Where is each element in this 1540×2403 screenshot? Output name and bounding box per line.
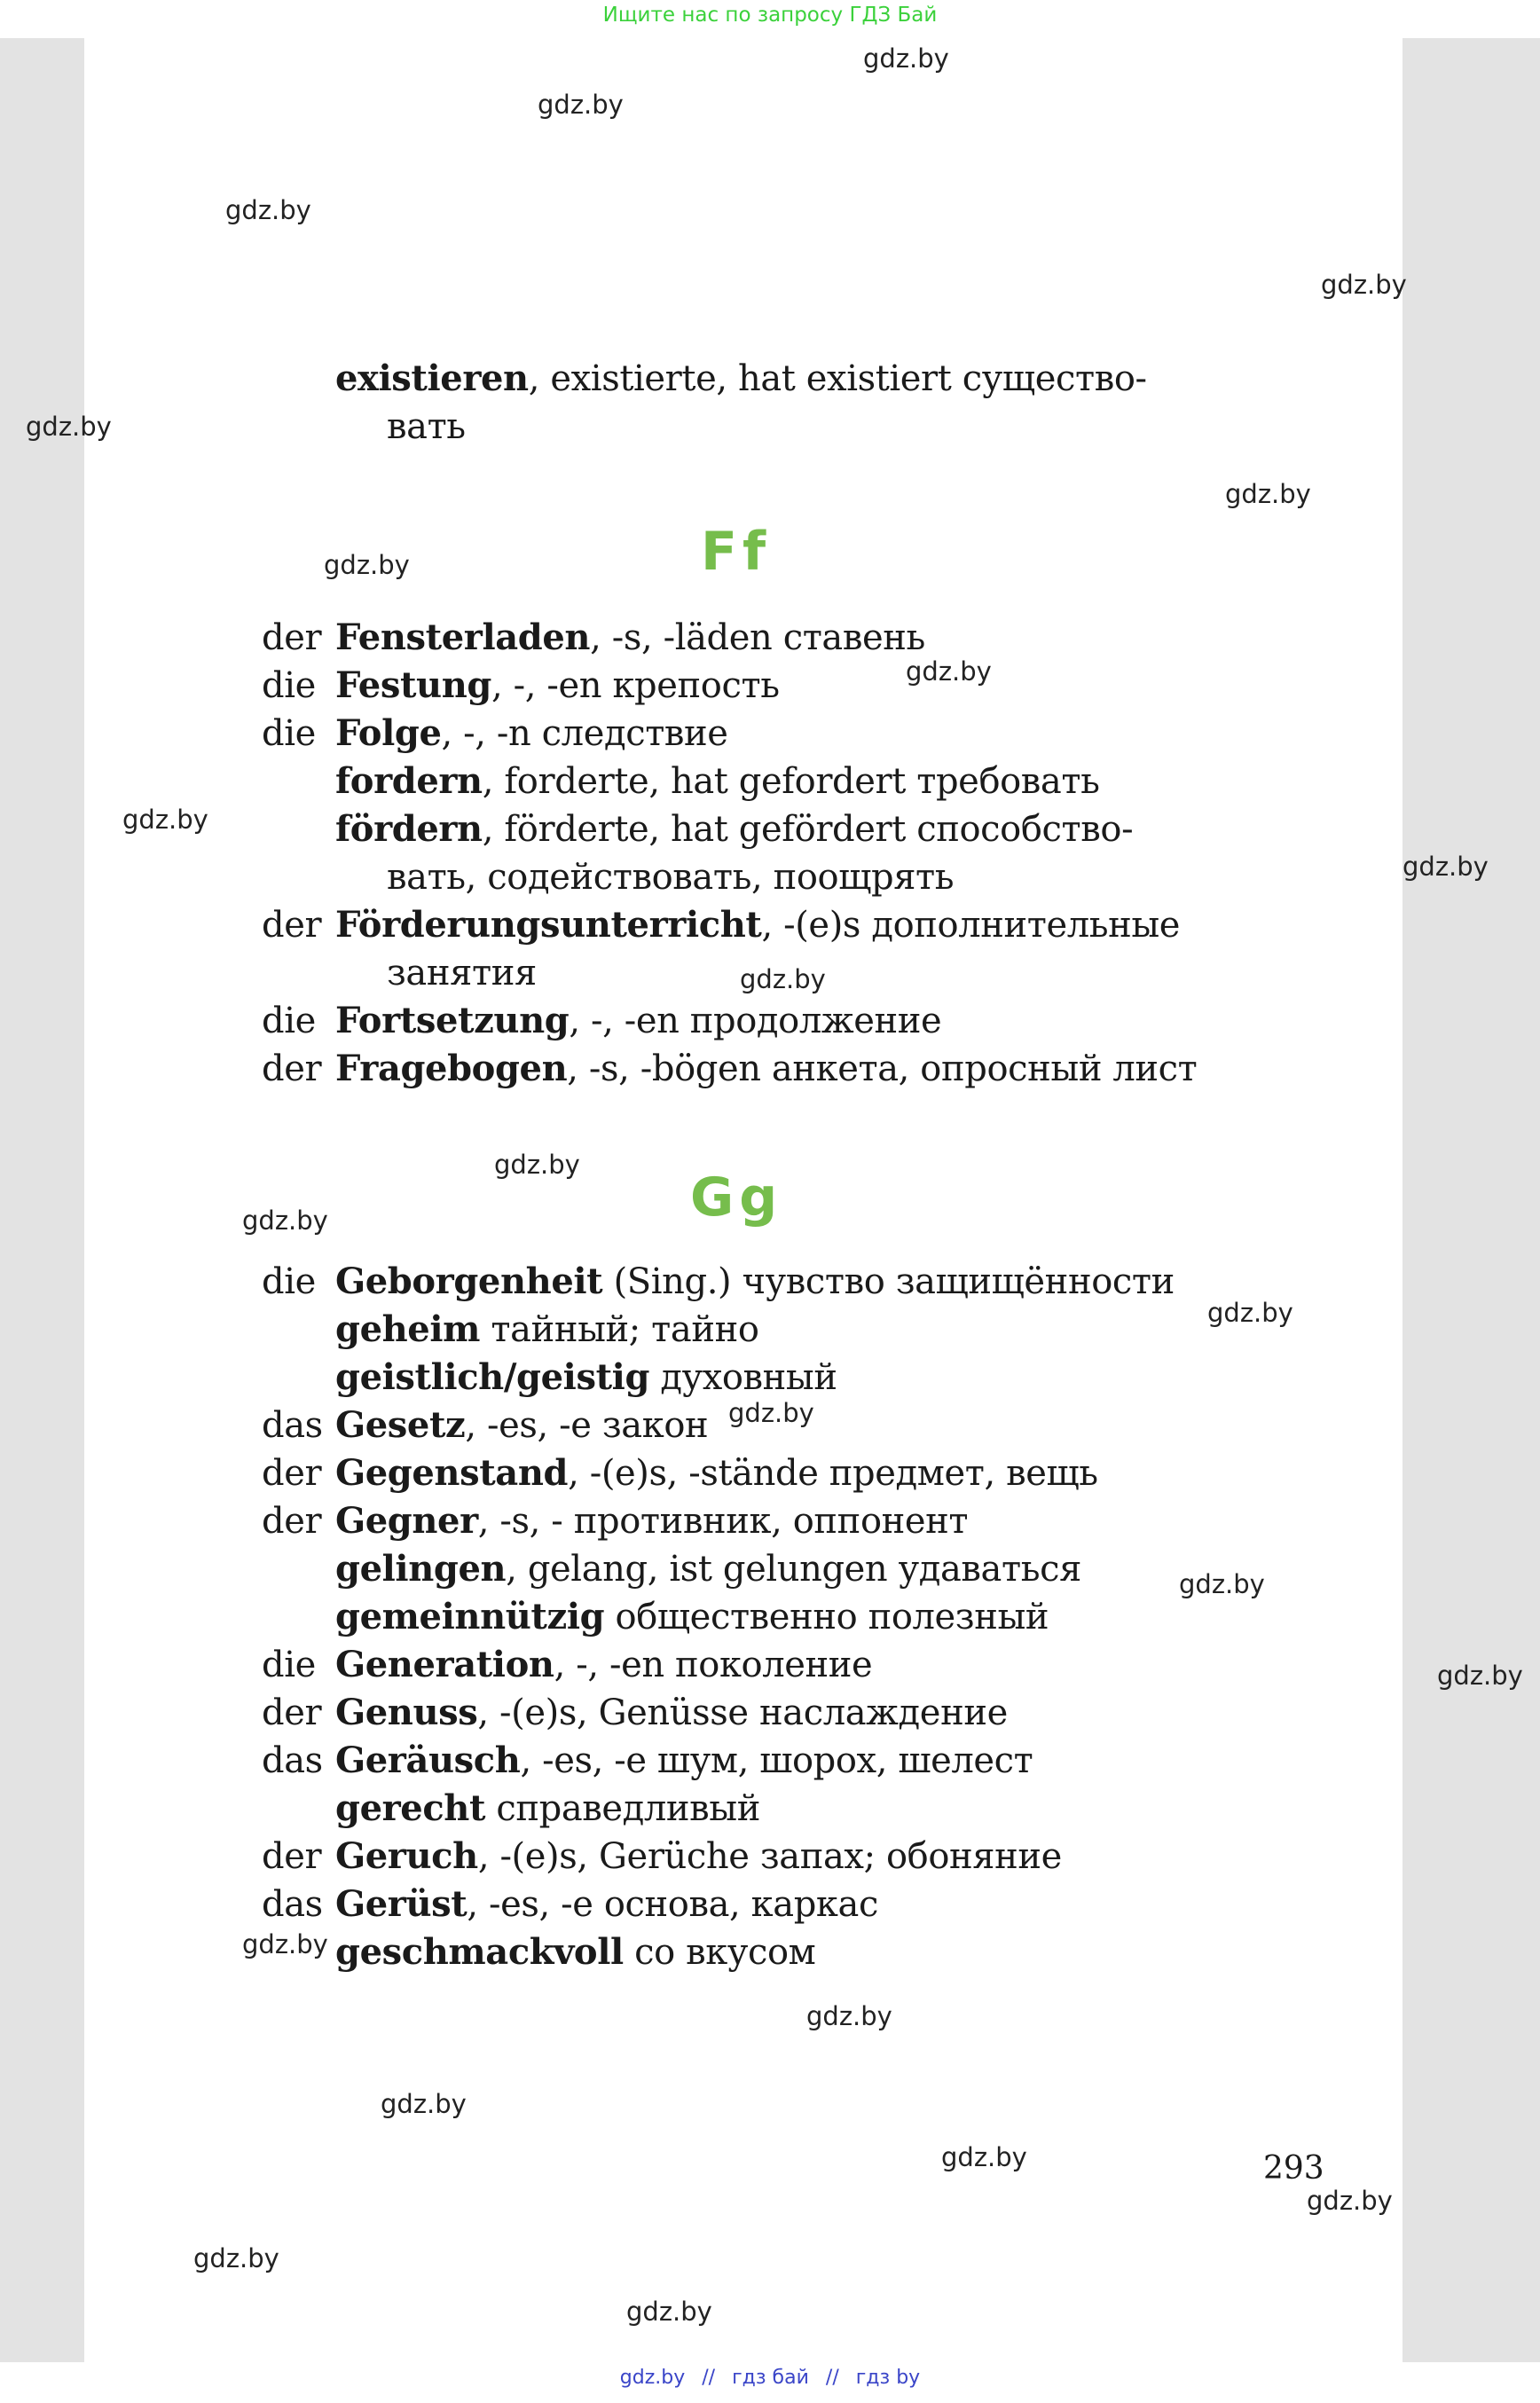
entry-article: das [262, 1884, 323, 1925]
entry-definition: , -s, -bögen анкета, опросный лист [567, 1048, 1198, 1089]
watermark: gdz.by [225, 195, 311, 225]
entry-definition: , gelang, ist gelungen удаваться [506, 1549, 1081, 1590]
entry-definition: , -(e)s, Genüsse наслаждение [477, 1692, 1008, 1733]
entry-headword: Förderungsunterricht [335, 904, 762, 946]
watermark: gdz.by [1437, 1661, 1523, 1691]
bottom-link-3[interactable]: гдз by [855, 2367, 921, 2389]
dictionary-entry [262, 1545, 1238, 1593]
entry-headword: Geborgenheit [335, 1260, 603, 1302]
left-margin-band [0, 38, 84, 2362]
entry-continuation: занятия [387, 953, 537, 993]
entry-definition: , -es, -e шум, шорох, шелест [520, 1740, 1033, 1781]
dictionary-entry [262, 1928, 1238, 1976]
watermark: gdz.by [1402, 852, 1489, 882]
page-number: 293 [1263, 2150, 1324, 2187]
entry-headword: Geräusch [335, 1739, 521, 1781]
entry-definition: , -, -en крепость [491, 665, 780, 706]
watermark: gdz.by [242, 1205, 328, 1236]
watermark: gdz.by [728, 1398, 814, 1428]
entry-continuation: вать [387, 406, 466, 447]
entry-definition: , -(e)s дополнительные [761, 905, 1181, 946]
entry-headword: Gegner [335, 1500, 478, 1542]
dictionary-entry [262, 1045, 1238, 1093]
entry-definition: , -, -n следствие [441, 713, 728, 754]
entry-headword: geistlich/geistig [335, 1356, 650, 1398]
entry-headword: geheim [335, 1308, 481, 1350]
section-heading-g: Gg [690, 1166, 783, 1229]
dictionary-entry [262, 614, 1238, 662]
watermark: gdz.by [538, 90, 624, 120]
entry-headword: gerecht [335, 1787, 486, 1829]
entry-definition: справедливый [485, 1788, 760, 1829]
bottom-separator-1: // [702, 2367, 716, 2389]
entry-headword: Gerüst [335, 1883, 468, 1925]
entry-article: das [262, 1740, 323, 1781]
entry-article: der [262, 1692, 322, 1733]
entry-definition: , -es, -e основа, каркас [467, 1884, 878, 1925]
entry-headword: gelingen [335, 1548, 507, 1590]
entry-headword: Genuss [335, 1692, 478, 1733]
dictionary-entry [262, 1497, 1238, 1545]
entry-definition: , forderte, hat gefordert требовать [482, 761, 1100, 802]
entry-headword: Fragebogen [335, 1048, 568, 1089]
watermark: gdz.by [242, 1929, 328, 1959]
entry-definition: , förderte, hat gefördert способство- [482, 809, 1134, 850]
watermark: gdz.by [193, 2243, 279, 2273]
entry-headword: existieren [335, 357, 529, 399]
entry-headword: Geruch [335, 1835, 478, 1877]
watermark: gdz.by [1307, 2186, 1393, 2216]
dictionary-entry [262, 1306, 1238, 1354]
dictionary-entry [262, 805, 1238, 853]
watermark: gdz.by [863, 43, 949, 74]
entry-headword: Fortsetzung [335, 1000, 570, 1041]
entry-definition: , -, -en продолжение [569, 1001, 942, 1041]
right-margin-band [1402, 38, 1540, 2362]
top-banner[interactable]: Ищите нас по запросу ГДЗ Бай [602, 4, 938, 27]
entry-article: die [262, 1001, 316, 1041]
entry-definition: , existierte, hat existiert существо- [528, 358, 1147, 399]
dictionary-entry [262, 1593, 1238, 1641]
entry-headword: Generation [335, 1644, 554, 1685]
watermark: gdz.by [740, 964, 826, 994]
dictionary-entry [262, 758, 1238, 805]
dictionary-entry [262, 1641, 1238, 1689]
entry-headword: Gegenstand [335, 1452, 569, 1494]
entry-article: die [262, 1645, 316, 1685]
watermark: gdz.by [1179, 1569, 1265, 1599]
watermark: gdz.by [1225, 479, 1311, 509]
dictionary-entry [262, 1449, 1238, 1497]
watermark: gdz.by [626, 2297, 712, 2327]
entry-definition: со вкусом [623, 1932, 816, 1973]
entry-definition: (Sing.) чувство защищённости [602, 1261, 1175, 1302]
watermark: gdz.by [806, 2001, 892, 2031]
entry-article: der [262, 905, 322, 946]
entry-definition: тайный; тайно [480, 1309, 759, 1350]
watermark: gdz.by [381, 2089, 467, 2119]
dictionary-entry [262, 1354, 1238, 1402]
entry-article: der [262, 1501, 322, 1542]
entry-article: der [262, 617, 322, 658]
dictionary-entry [262, 1737, 1238, 1785]
entry-definition: , -s, - противник, оппонент [477, 1501, 969, 1542]
dictionary-entry [262, 662, 1238, 710]
entry-headword: fördern [335, 808, 483, 850]
entry-definition: , -, -en поколение [554, 1645, 873, 1685]
entry-definition: , -(e)s, -stände предмет, вещь [568, 1453, 1098, 1494]
watermark: gdz.by [906, 656, 992, 687]
dictionary-entry [262, 901, 1238, 949]
watermark: gdz.by [494, 1150, 580, 1180]
dictionary-entry [262, 1785, 1238, 1833]
entry-headword: geschmackvoll [335, 1931, 624, 1973]
entry-article: die [262, 665, 316, 706]
watermark: gdz.by [1207, 1298, 1293, 1328]
dictionary-entry [262, 1689, 1238, 1737]
watermark: gdz.by [26, 412, 112, 442]
watermark: gdz.by [941, 2142, 1027, 2172]
bottom-separator-2: // [825, 2367, 839, 2389]
dictionary-entry [262, 710, 1238, 758]
entry-article: die [262, 1261, 316, 1302]
bottom-link-1[interactable]: gdz.by [619, 2367, 686, 2389]
entry-article: der [262, 1048, 322, 1089]
entry-definition: , -s, -läden ставень [590, 617, 925, 658]
entry-article: der [262, 1836, 322, 1877]
watermark: gdz.by [1321, 270, 1407, 300]
entry-definition: , -es, -e закон [465, 1405, 709, 1446]
watermark: gdz.by [324, 550, 410, 580]
entry-definition: общественно полезный [604, 1597, 1049, 1637]
entry-article: das [262, 1405, 323, 1446]
entry-article: der [262, 1453, 322, 1494]
entry-continuation: вать, содействовать, поощрять [387, 857, 955, 898]
dictionary-entry [262, 997, 1238, 1045]
entry-article: die [262, 713, 316, 754]
section-heading-f: Ff [701, 521, 772, 583]
dictionary-entry [262, 1881, 1238, 1928]
entry-definition: , -(e)s, Gerüche запах; обоняние [477, 1836, 1062, 1877]
entry-headword: Festung [335, 664, 491, 706]
entry-headword: fordern [335, 760, 483, 802]
bottom-link-2[interactable]: гдз бай [732, 2367, 809, 2389]
bottom-banner[interactable] [0, 2367, 1540, 2389]
dictionary-entry [262, 355, 1238, 403]
watermark: gdz.by [122, 805, 208, 835]
entry-headword: Folge [335, 712, 442, 754]
entry-headword: Gesetz [335, 1404, 466, 1446]
entry-headword: gemeinnützig [335, 1596, 605, 1637]
entry-definition: духовный [649, 1357, 837, 1398]
dictionary-entry [262, 1833, 1238, 1881]
entry-headword: Fensterladen [335, 616, 591, 658]
dictionary-entry [262, 1258, 1238, 1306]
